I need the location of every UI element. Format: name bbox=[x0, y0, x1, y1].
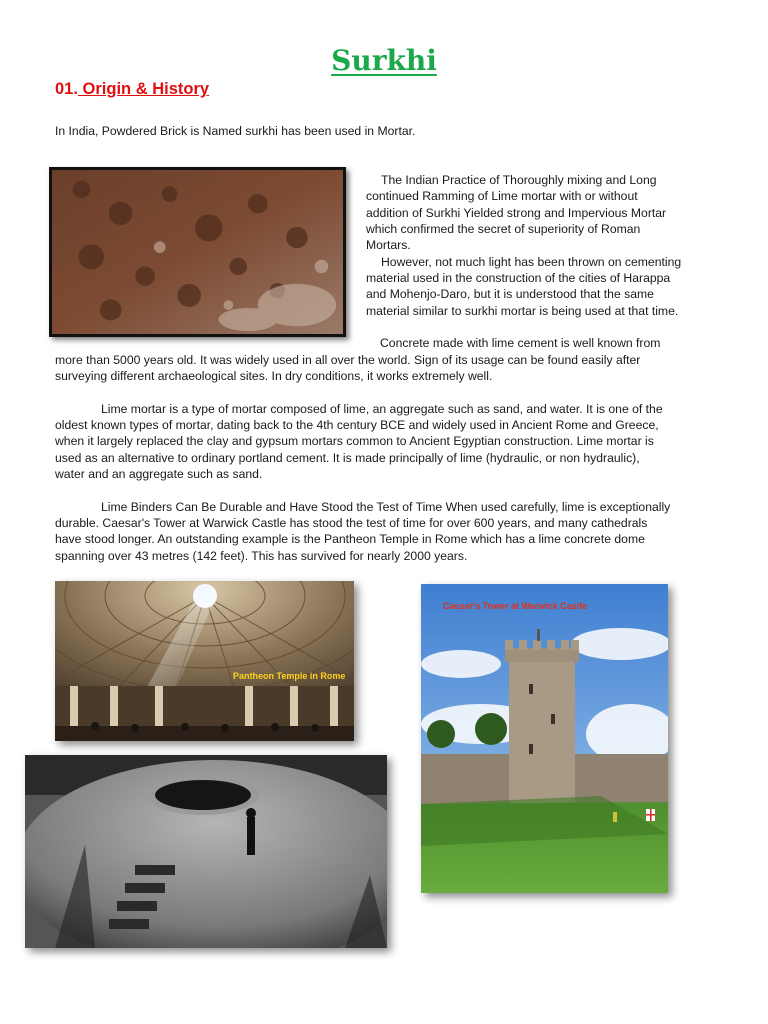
pantheon-interior-photo bbox=[55, 581, 354, 741]
intro-paragraph: In India, Powdered Brick is Named surkhi has been used in Mortar. bbox=[55, 124, 416, 138]
caesars-tower-photo bbox=[421, 584, 668, 893]
section-heading bbox=[55, 80, 209, 99]
section-label: Origin & History bbox=[77, 80, 210, 98]
caesar-caption: Caesar's Tower at Warwick Castle bbox=[443, 601, 588, 611]
pantheon-caption: Pantheon Temple in Rome bbox=[233, 671, 346, 681]
page-title: Surkhi bbox=[331, 44, 437, 77]
pantheon-dome-top-photo bbox=[25, 755, 387, 948]
section-number: 01. bbox=[55, 80, 78, 98]
surkhi-soil-photo bbox=[49, 167, 346, 337]
